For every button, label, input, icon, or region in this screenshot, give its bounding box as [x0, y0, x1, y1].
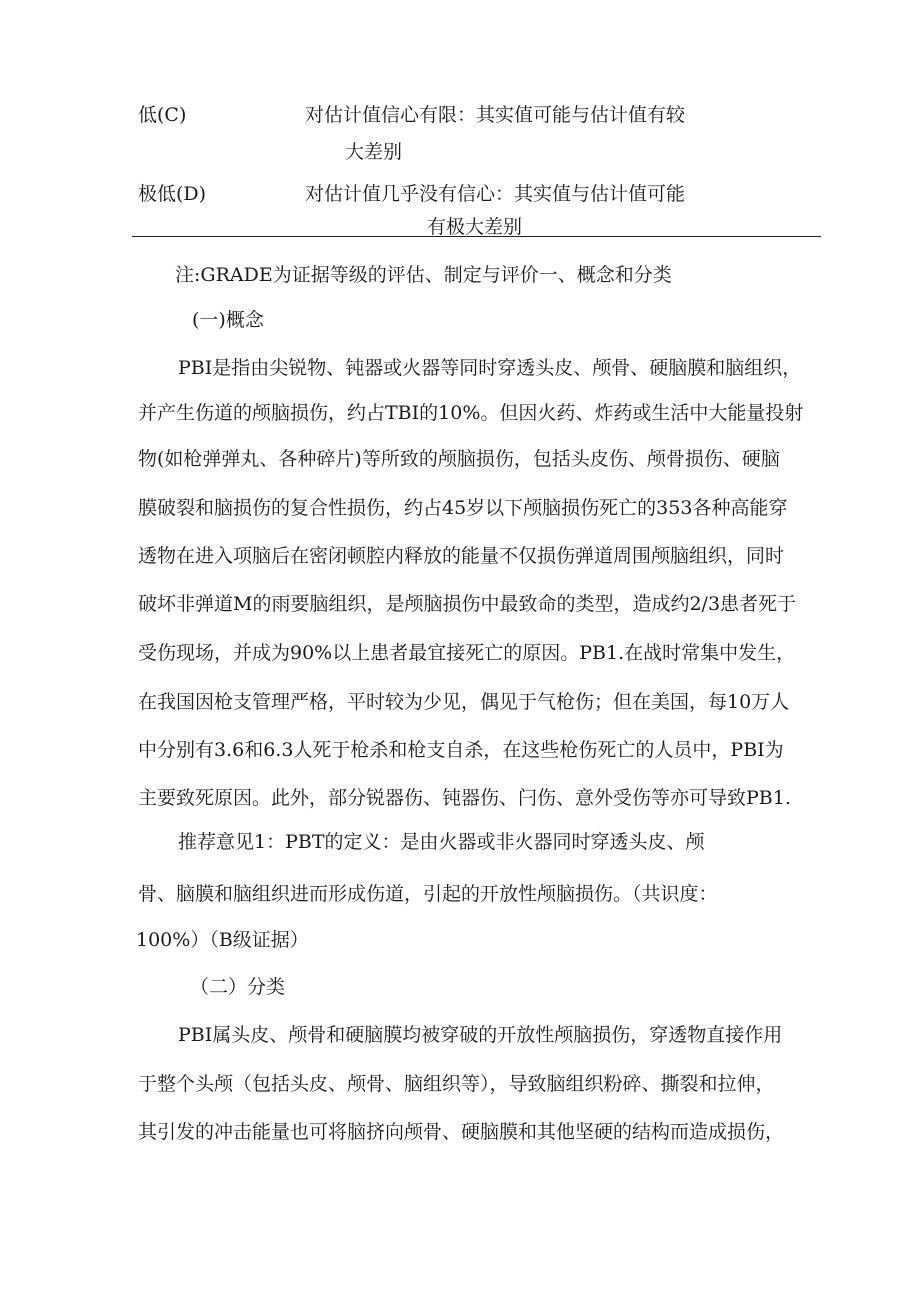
classification-paragraph-line: 其引发的冲击能量也可将脑挤向颅骨、硬脑膜和其他坚硬的结构而造成损伤， — [138, 1121, 785, 1143]
concept-paragraph-line: 在我国因枪支管理严格，平时较为少见，偶见于气枪伤；但在美国，每10万人 — [138, 691, 790, 713]
concept-paragraph-line: PBI是指由尖锐物、钝器或火器等同时穿透头皮、颅骨、硬脑膜和脑组织， — [178, 357, 802, 379]
section-heading-concept: (一)概念 — [192, 309, 264, 331]
classification-paragraph-line: PBI属头皮、颅骨和硬脑膜均被穿破的开放性颅脑损伤，穿透物直接作用 — [178, 1024, 783, 1046]
concept-paragraph-line: 中分别有3.6和6.3人死于枪杀和枪支自杀，在这些枪伤死亡的人员中，PBI为 — [138, 739, 784, 761]
concept-paragraph-line: 破坏非弹道M的雨要脑组织，是颅脑损伤中最致命的类型，造成约2/3患者死于 — [138, 593, 797, 615]
table-bottom-rule — [132, 236, 821, 237]
concept-paragraph-line: 受伤现场，并成为90%以上患者最宜接死亡的原因。PB1.在战时常集中发生， — [138, 642, 796, 664]
concept-paragraph-line: 透物在进入项脑后在密闭顿腔内释放的能量不仅损伤弹道周围颅脑组织，同时 — [138, 545, 785, 567]
grade-level-d: 极低(D) — [138, 183, 207, 205]
grade-desc-d-line2: 有极大差别 — [427, 216, 523, 238]
concept-paragraph-line: 主要致死原因。此外，部分锐器伤、钝器伤、闩伤、意外受伤等亦可导致PB1. — [138, 787, 791, 809]
grade-desc-d-line1: 对估计值几乎没有信心：其实值与估计值可能 — [305, 183, 686, 205]
section-heading-classification: （二）分类 — [190, 976, 286, 998]
concept-paragraph-line: 物(如枪弹弹丸、各种碎片)等所致的颅脑损伤，包括头皮伤、颅骨损伤、硬脑 — [138, 448, 780, 470]
concept-paragraph-line: 膜破裂和脑损伤的复合性损伤，约占45岁以下颅脑损伤死亡的353各种高能穿 — [138, 497, 788, 519]
concept-paragraph-line: 并产生伤道的颅脑损伤，约占TBI的10%。但因火药、炸药或生活中大能量投射 — [138, 402, 804, 424]
grade-note: 注:GRADE为证据等级的评估、制定与评价一、概念和分类 — [175, 264, 672, 286]
grade-desc-c-line2: 大差别 — [345, 141, 403, 163]
recommendation-line: 推荐意见1：PBT的定义：是由火器或非火器同时穿透头皮、颅 — [178, 831, 705, 853]
classification-paragraph-line: 于整个头颅（包括头皮、颅骨、脑组织等），导致脑组织粉碎、撕裂和拉伸， — [138, 1073, 775, 1095]
grade-level-c: 低(C) — [138, 104, 187, 126]
recommendation-line: 骨、脑膜和脑组织进而形成伤道，引起的开放性颅脑损伤。（共识度： — [138, 883, 718, 905]
recommendation-line: 100%）（B级证据） — [136, 929, 309, 951]
grade-desc-c-line1: 对估计值信心有限：其实值可能与估计值有较 — [305, 104, 686, 126]
